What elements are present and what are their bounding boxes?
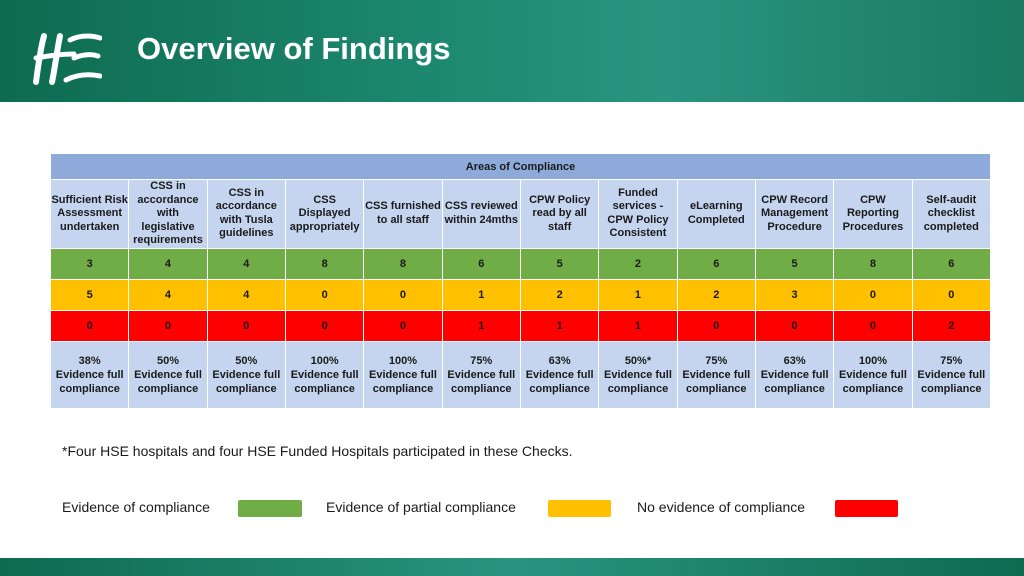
green-count-cell: 8 — [364, 248, 442, 279]
percent-value: 63% — [783, 354, 806, 367]
column-header: CSS in accordance with legislative requirements — [129, 180, 207, 249]
percent-value: 63% — [548, 354, 571, 367]
column-header: Sufficient Risk Assessment undertaken — [51, 180, 129, 249]
percent-caption-line2: compliance — [372, 382, 434, 395]
red-count-cell: 0 — [364, 310, 442, 341]
page-title: Overview of Findings — [137, 31, 451, 66]
yellow-count-cell: 1 — [442, 279, 520, 310]
percent-caption-line2: compliance — [607, 382, 669, 395]
green-count-cell: 3 — [51, 248, 129, 279]
red-count-cell: 0 — [755, 310, 833, 341]
yellow-count-cell: 0 — [364, 279, 442, 310]
green-count-cell: 4 — [129, 248, 207, 279]
red-count-cell: 0 — [834, 310, 912, 341]
red-count-cell: 1 — [599, 310, 677, 341]
column-header: CPW Record Management Procedure — [755, 180, 833, 249]
green-count-cell: 5 — [755, 248, 833, 279]
percent-cell — [285, 341, 363, 408]
percent-cell — [912, 341, 990, 408]
percent-caption-line2: compliance — [137, 382, 199, 395]
percent-caption-line2: compliance — [59, 382, 120, 395]
percent-caption-line1: Evidence full — [525, 368, 594, 381]
percent-value: 50% — [235, 354, 258, 367]
green-count-cell: 6 — [912, 248, 990, 279]
table-row-compliance — [51, 248, 991, 279]
percent-cell — [520, 341, 598, 408]
percent-caption-line2: compliance — [921, 382, 982, 395]
legend-swatch-red — [835, 500, 898, 517]
hse-logo-icon — [30, 30, 102, 88]
percent-caption-line2: compliance — [842, 382, 904, 395]
green-count-cell: 5 — [520, 248, 598, 279]
yellow-count-cell: 5 — [51, 279, 129, 310]
percent-value: 38% — [78, 354, 101, 367]
footer-bar — [0, 558, 1024, 576]
column-header: CPW Reporting Procedures — [834, 180, 912, 249]
percent-value: 75% — [470, 354, 493, 367]
legend-swatch-green — [238, 500, 302, 517]
column-header: Funded services - CPW Policy Consistent — [599, 180, 677, 249]
percent-caption-line1: Evidence full — [447, 368, 516, 381]
column-header: CPW Policy read by all staff — [520, 180, 598, 249]
legend-label-compliance: Evidence of compliance — [62, 499, 210, 515]
yellow-count-cell: 0 — [834, 279, 912, 310]
yellow-count-cell: 2 — [677, 279, 755, 310]
column-header: CSS reviewed within 24mths — [442, 180, 520, 249]
compliance-table — [50, 153, 991, 409]
percent-caption-line1: Evidence full — [290, 368, 359, 381]
percent-value: 50% — [156, 354, 179, 367]
red-count-cell: 2 — [912, 310, 990, 341]
percent-caption-line1: Evidence full — [760, 368, 829, 381]
percent-caption-line1: Evidence full — [369, 368, 437, 381]
green-count-cell: 6 — [442, 248, 520, 279]
table-caption: Areas of Compliance — [51, 154, 991, 180]
table-row-partial — [51, 279, 991, 310]
red-count-cell: 0 — [129, 310, 207, 341]
legend-swatch-yellow — [548, 500, 611, 517]
percent-caption-line1: Evidence full — [682, 368, 751, 381]
percent-cell — [834, 341, 912, 408]
percent-value: 75% — [940, 354, 963, 367]
percent-cell — [755, 341, 833, 408]
percent-caption-line2: compliance — [764, 382, 825, 395]
yellow-count-cell: 4 — [207, 279, 285, 310]
percent-caption-line2: compliance — [529, 382, 590, 395]
percent-cell — [599, 341, 677, 408]
percent-cell — [442, 341, 520, 408]
green-count-cell: 4 — [207, 248, 285, 279]
green-count-cell: 6 — [677, 248, 755, 279]
percent-cell — [129, 341, 207, 408]
red-count-cell: 0 — [51, 310, 129, 341]
red-count-cell: 1 — [520, 310, 598, 341]
percent-caption-line1: Evidence full — [604, 368, 672, 381]
column-header-row — [51, 180, 991, 249]
percent-caption-line2: compliance — [686, 382, 747, 395]
percent-value: 100% — [388, 354, 418, 367]
percent-caption-line1: Evidence full — [212, 368, 281, 381]
percent-cell — [364, 341, 442, 408]
red-count-cell: 0 — [285, 310, 363, 341]
yellow-count-cell: 1 — [599, 279, 677, 310]
column-header: CSS Displayed appropriately — [285, 180, 363, 249]
column-header: eLearning Completed — [677, 180, 755, 249]
header-bar — [0, 0, 1024, 102]
percent-cell — [677, 341, 755, 408]
yellow-count-cell: 4 — [129, 279, 207, 310]
percent-cell — [51, 341, 129, 408]
percent-caption-line1: Evidence full — [134, 368, 202, 381]
red-count-cell: 0 — [207, 310, 285, 341]
percent-caption-line2: compliance — [216, 382, 277, 395]
green-count-cell: 8 — [285, 248, 363, 279]
percent-value: 100% — [858, 354, 888, 367]
percent-value: 50%* — [624, 354, 652, 367]
percent-cell — [207, 341, 285, 408]
column-header: CSS in accordance with Tusla guidelines — [207, 180, 285, 249]
percent-value: 100% — [310, 354, 339, 367]
yellow-count-cell: 2 — [520, 279, 598, 310]
percent-caption-line1: Evidence full — [917, 368, 986, 381]
percent-caption-line1: Evidence full — [55, 368, 124, 381]
red-count-cell: 1 — [442, 310, 520, 341]
percent-caption-line2: compliance — [451, 382, 512, 395]
footnote: *Four HSE hospitals and four HSE Funded Hospitals participated in these Checks. — [62, 443, 573, 459]
percent-caption-line2: compliance — [294, 382, 355, 395]
green-count-cell: 8 — [834, 248, 912, 279]
yellow-count-cell: 0 — [912, 279, 990, 310]
column-header: Self-audit checklist completed — [912, 180, 990, 249]
legend-label-none: No evidence of compliance — [637, 499, 806, 515]
column-header: CSS furnished to all staff — [364, 180, 442, 249]
percent-value: 75% — [705, 354, 728, 367]
legend-label-partial: Evidence of partial compliance — [326, 499, 516, 515]
yellow-count-cell: 3 — [755, 279, 833, 310]
green-count-cell: 2 — [599, 248, 677, 279]
yellow-count-cell: 0 — [285, 279, 363, 310]
red-count-cell: 0 — [677, 310, 755, 341]
table-row-percentages — [51, 341, 991, 408]
percent-caption-line1: Evidence full — [839, 368, 907, 381]
table-row-no-compliance — [51, 310, 991, 341]
